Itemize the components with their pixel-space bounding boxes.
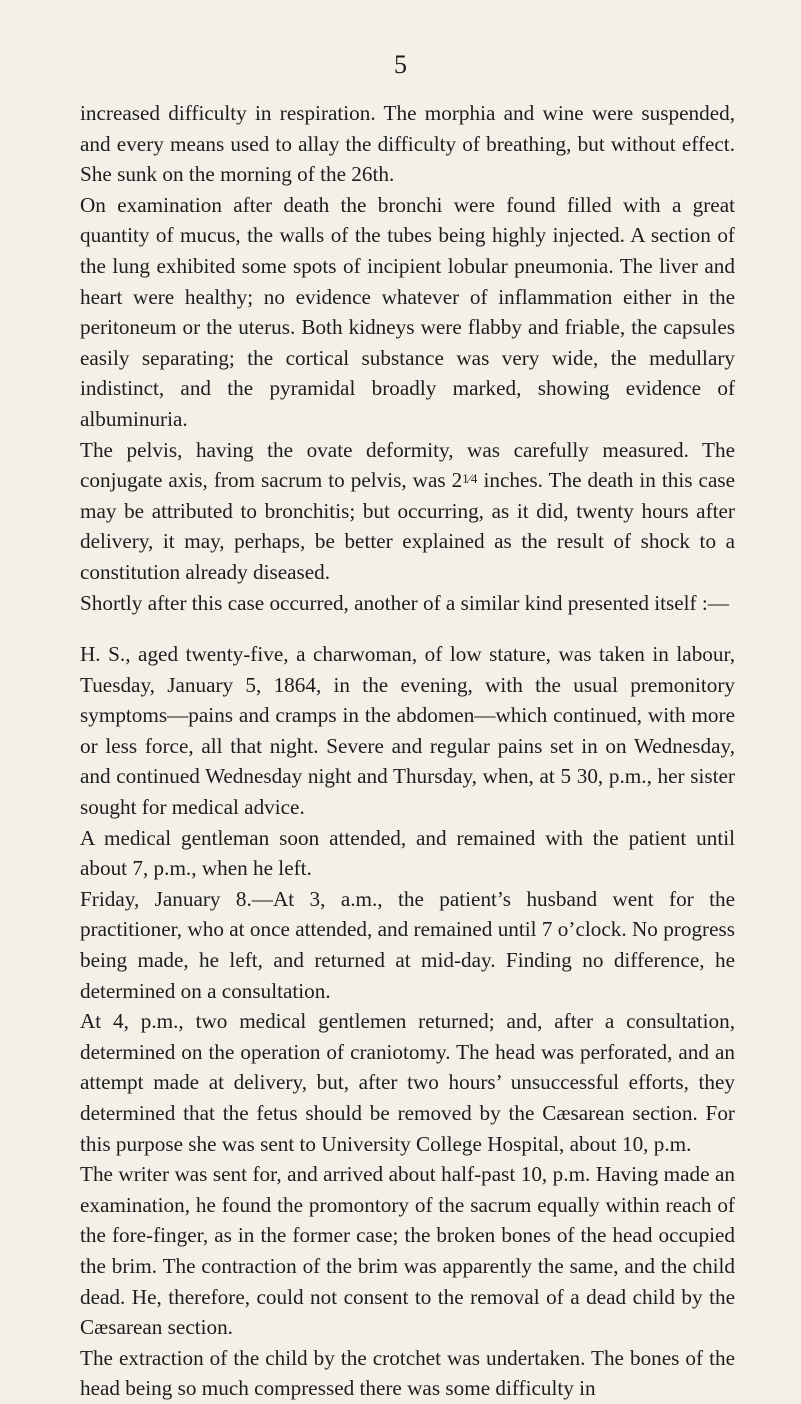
page-number: 5 (394, 50, 407, 79)
paragraph: At 4, p.m., two medical gentlemen returned; and, after a consultation, determined on the operation of craniotomy. The head was perforated, and an attempt made at delivery, but, after two hours’ unsuccessful efforts, they determined that the fetus should be removed by the Cæsarean section. For this purpose she was sent to University College Hospital, about 10, p.m. (80, 1009, 735, 1156)
fraction: 1⁄4 (462, 471, 478, 487)
pelvis-text-after: inches. The death in this case may be attributed to bronchitis; but occurring, as it did, twenty hours after delivery, it may, perhaps, be better explained as the result of shock to a constitution already diseased. (80, 468, 735, 584)
pelvis-text-before: The pelvis, having the ovate deformity, was carefully measured. The conjugate axis, from sacrum to pelvis, was 2 (80, 437, 735, 493)
paragraph: increased difficulty in respiration. The morphia and wine were suspended, and every means used to allay the difficulty of breathing, but without effect. She sunk on the morning of the 26th. (80, 101, 735, 187)
paragraph: The extraction of the child by the crotchet was undertaken. The bones of the head being so much compressed there was some difficulty in (80, 1345, 735, 1401)
paragraph: A medical gentleman soon attended, and remained with the patient until about 7, p.m., when he left. (80, 825, 735, 881)
paragraph: The writer was sent for, and arrived about half-past 10, p.m. Having made an examination, he found the promontory of the sacrum equally within reach of the fore-finger, as in the former case; the broken bones of the head occupied the brim. The contraction of the brim was apparently the same, and the child dead. He, therefore, could not consent to the removal of a dead child by the Cæsarean section. (80, 1162, 735, 1340)
paragraph: On examination after death the bronchi were found filled with a great quantity of mucus, the walls of the tubes being highly injected. A section of the lung exhibited some spots of incipient lobular pneumonia. The liver and heart were healthy; no evidence whatever of inflammation either in the peritoneum or the uterus. Both kidneys were flabby and friable, the capsules easily separating; the cortical substance was very wide, the medullary indistinct, and the pyramidal broadly marked, showing evidence of albuminuria. (80, 192, 735, 431)
paragraph: H. S., aged twenty-five, a charwoman, of low stature, was taken in labour, Tuesday, January 5, 1864, in the evening, with the usual premonitory symptoms—pains and cramps in the abdomen—which continued, with more or less force, all that night. Severe and regular pains set in on Wednesday, and continued Wednesday night and Thursday, when, at 5 30, p.m., her sister sought for medical advice. (80, 642, 735, 820)
paragraph: Shortly after this case occurred, another of a similar kind presented itself :— (80, 590, 729, 615)
paragraph-pelvis-measurement (80, 435, 735, 588)
body-text (80, 98, 735, 1404)
paragraph: Friday, January 8.—At 3, a.m., the patient’s husband went for the practitioner, who at once attended, and remained until 7 o’clock. No progress being made, he left, and returned at mid-day. Finding no difference, he determined on a consultation. (80, 886, 735, 1003)
